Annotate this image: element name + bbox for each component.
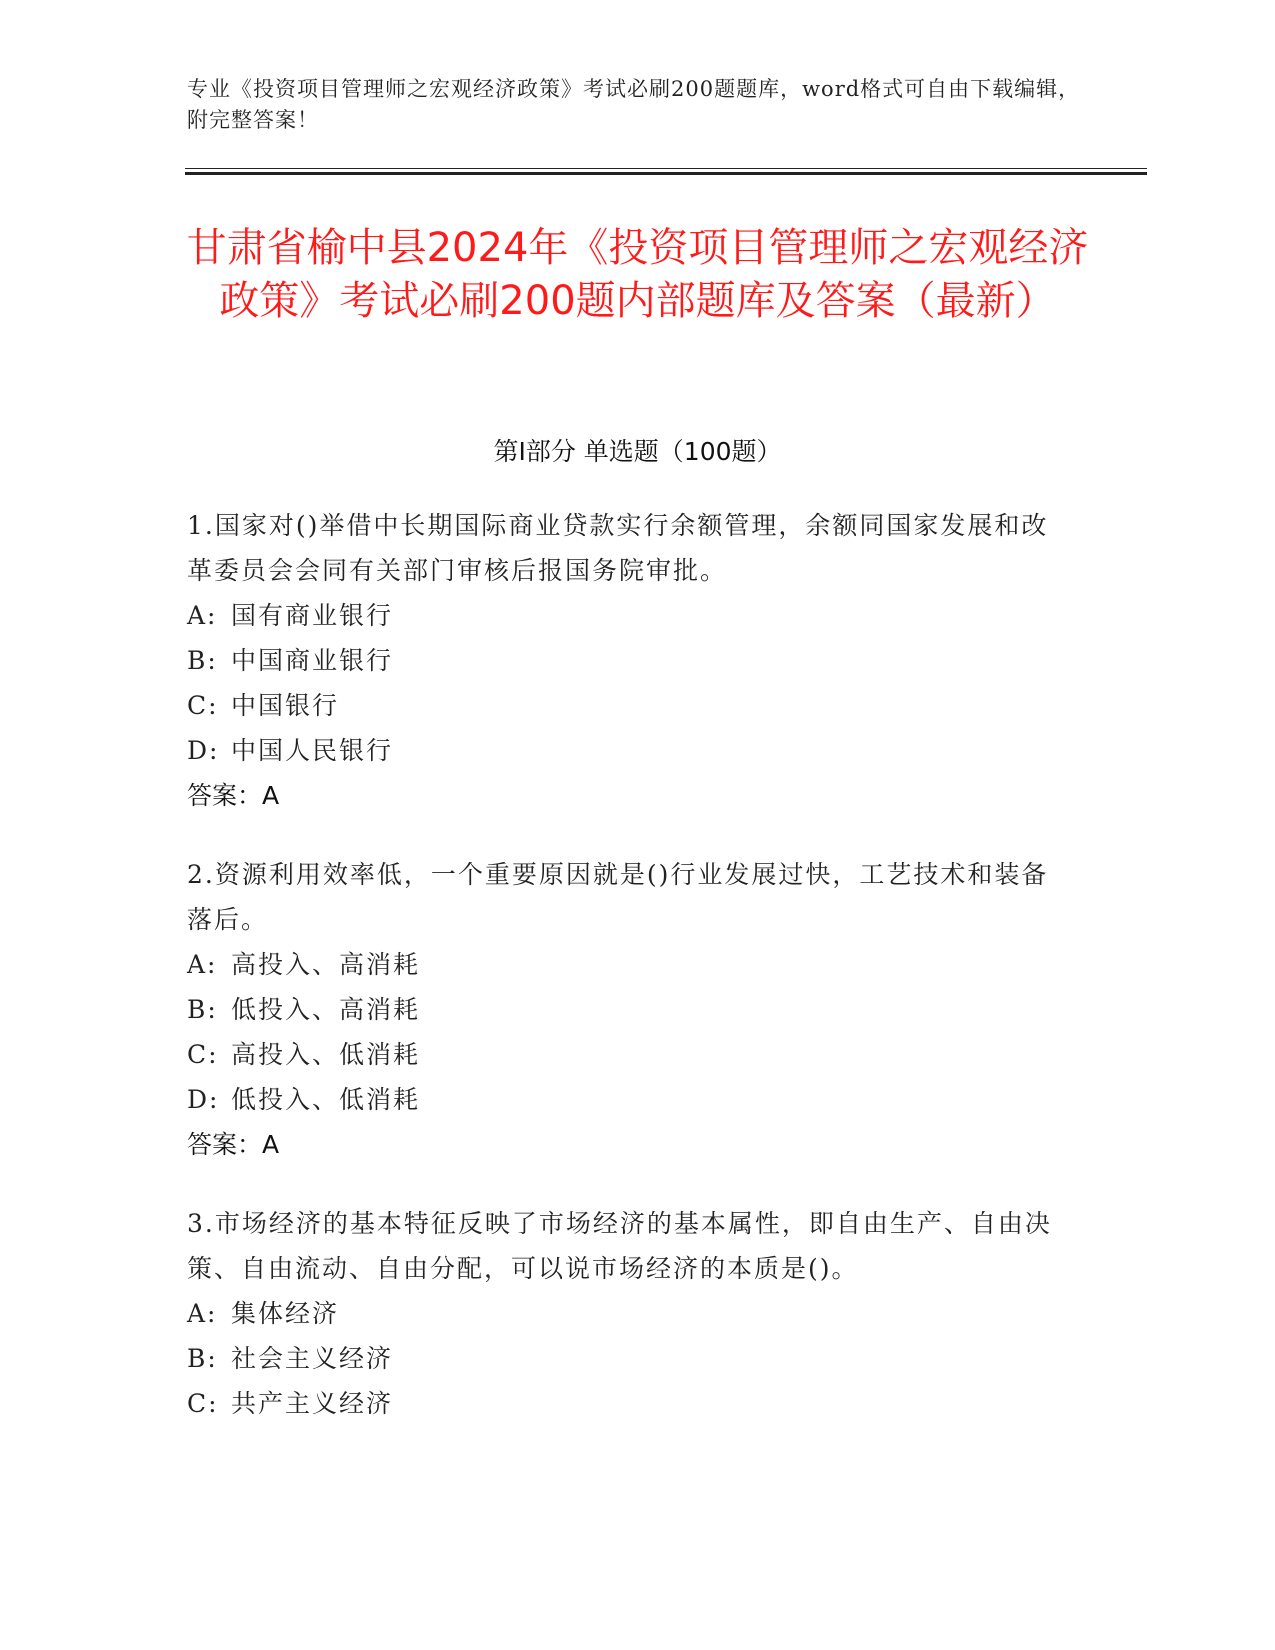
question-stem: 1.国家对()举借中长期国际商业贷款实行余额管理，余额同国家发展和改革委员会会同有关部门审核后报国务院审批。 xyxy=(187,511,1049,585)
question-stem: 3.市场经济的基本特征反映了市场经济的基本属性，即自由生产、自由决策、自由流动、自由分配，可以说市场经济的本质是()。 xyxy=(187,1209,1052,1283)
option-letter: C: xyxy=(187,1389,219,1418)
option-b xyxy=(187,1336,1067,1381)
option-letter: B: xyxy=(187,1344,218,1373)
option-letter: A: xyxy=(187,950,218,979)
header-rule-thick xyxy=(185,172,1147,175)
option-letter: A: xyxy=(187,1299,218,1328)
option-letter: B: xyxy=(187,995,218,1024)
option-text: 中国商业银行 xyxy=(231,646,394,675)
question-1 xyxy=(187,503,1067,818)
option-text: 国有商业银行 xyxy=(231,601,394,630)
section-heading: 第Ⅰ部分 单选题（100题） xyxy=(493,437,782,466)
option-letter: C: xyxy=(187,1040,219,1069)
header-rule-thin xyxy=(185,168,1147,169)
option-text: 社会主义经济 xyxy=(231,1344,394,1373)
answer: 答案：A xyxy=(187,781,280,810)
option-letter: D: xyxy=(187,736,220,765)
option-text: 共产主义经济 xyxy=(231,1389,394,1418)
answer: 答案：A xyxy=(187,1130,280,1159)
option-c xyxy=(187,683,1067,728)
option-a xyxy=(187,942,1067,987)
option-a xyxy=(187,1291,1067,1336)
question-stem: 2.资源利用效率低，一个重要原因就是()行业发展过快，工艺技术和装备落后。 xyxy=(187,860,1049,934)
option-c xyxy=(187,1032,1067,1077)
document-title: 甘肃省榆中县2024年《投资项目管理师之宏观经济政策》考试必刷200题内部题库及答案（最新） xyxy=(186,225,1089,324)
option-letter: A: xyxy=(187,601,218,630)
option-text: 低投入、高消耗 xyxy=(231,995,421,1024)
option-letter: D: xyxy=(187,1085,220,1114)
option-text: 中国人民银行 xyxy=(231,736,394,765)
option-letter: C: xyxy=(187,691,219,720)
option-a xyxy=(187,593,1067,638)
option-b xyxy=(187,987,1067,1032)
option-text: 高投入、低消耗 xyxy=(231,1040,421,1069)
question-3 xyxy=(187,1201,1067,1426)
option-text: 高投入、高消耗 xyxy=(231,950,421,979)
option-letter: B: xyxy=(187,646,218,675)
option-text: 中国银行 xyxy=(231,691,340,720)
question-2 xyxy=(187,852,1067,1167)
option-text: 集体经济 xyxy=(231,1299,340,1328)
option-text: 低投入、低消耗 xyxy=(231,1085,421,1114)
header-note: 专业《投资项目管理师之宏观经济政策》考试必刷200题题库，word格式可自由下载编辑，附完整答案！ xyxy=(187,77,1081,132)
option-c xyxy=(187,1381,1067,1426)
option-d xyxy=(187,1077,1067,1122)
option-b xyxy=(187,638,1067,683)
option-d xyxy=(187,728,1067,773)
